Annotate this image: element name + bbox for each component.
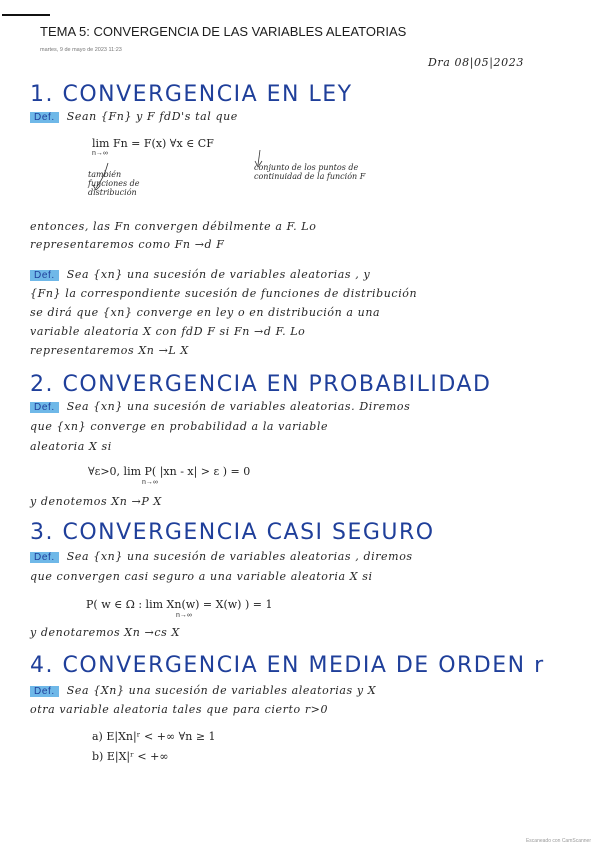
almost-sure-formula: P( w ∈ Ω : lim Xn(w) = X(w) ) = 1 [86,598,273,611]
limit-formula: lim Fn = F(x) ∀x ∈ CF [92,137,214,150]
def-tag: Def. [30,112,59,123]
limit-subscript: n→∞ [92,150,108,157]
definition-text: Sea {xn} una sucesión de variables aleatorias , y [66,268,371,281]
page-title: TEMA 5: CONVERGENCIA DE LAS VARIABLES ALEATORIAS [40,24,407,39]
definition-line [30,550,413,563]
definition-text: Sea {xn} una sucesión de variables aleatorias. Diremos [66,400,411,413]
text-line: que convergen casi seguro a una variable aleatoria X si [30,570,373,583]
text-line: que {xn} converge en probabilidad a la variable [30,420,329,433]
condition-b: b) E|X|ʳ < +∞ [92,750,169,763]
scanner-watermark: Escaneado con CamScanner [525,838,591,844]
definition-line [30,400,410,413]
text-line: representaremos Xn →L X [30,344,189,357]
notation-line: y denotaremos Xn →cs X [30,626,180,639]
probability-formula: ∀ε>0, lim P( |xn - x| > ε ) = 0 [88,465,251,478]
section-heading-4: 4. CONVERGENCIA EN MEDIA DE ORDEN r [30,653,545,678]
timestamp: martes, 9 de mayo de 2023 11:23 [40,47,122,53]
definition-text: Sea {Xn} una sucesión de variables aleatorias y X [66,684,377,697]
limit-subscript: n→∞ [142,479,158,486]
def-tag: Def. [30,686,59,697]
definition-2-line [30,268,370,281]
section-heading-2: 2. CONVERGENCIA EN PROBABILIDAD [30,372,492,397]
text-line: {Fn} la correspondiente sucesión de funciones de distribución [30,287,418,300]
section-heading-3: 3. CONVERGENCIA CASI SEGURO [30,520,435,545]
definition-1-line [30,110,238,123]
condition-a: a) E|Xn|ʳ < +∞ ∀n ≥ 1 [92,730,216,743]
text-line: otra variable aleatoria tales que para cierto r>0 [30,703,329,716]
text-line: aleatoria X si [30,440,112,453]
annotation-left: también funciones de distribución [88,170,140,197]
limit-subscript: n→∞ [176,612,192,619]
definition-line [30,684,376,697]
text-line: variable aleatoria X con fdD F si Fn →d F. Lo [30,325,306,338]
annotation-right: conjunto de los puntos de continuidad de la función F [254,163,366,181]
definition-text: Sea {xn} una sucesión de variables aleatorias , diremos [66,550,413,563]
section-heading-1: 1. CONVERGENCIA EN LEY [30,82,353,107]
def-tag: Def. [30,402,59,413]
def-tag: Def. [30,270,59,281]
text-line: entonces, las Fn convergen débilmente a F. Lo [30,220,317,233]
top-rule [2,14,50,16]
definition-text: Sean {Fn} y F fdD's tal que [66,110,238,123]
handwritten-date: Dra 08|05|2023 [428,56,524,69]
text-line: representaremos como Fn →d F [30,238,225,251]
text-line: se dirá que {xn} converge en ley o en distribución a una [30,306,381,319]
notation-line: y denotemos Xn →P X [30,495,162,508]
def-tag: Def. [30,552,59,563]
